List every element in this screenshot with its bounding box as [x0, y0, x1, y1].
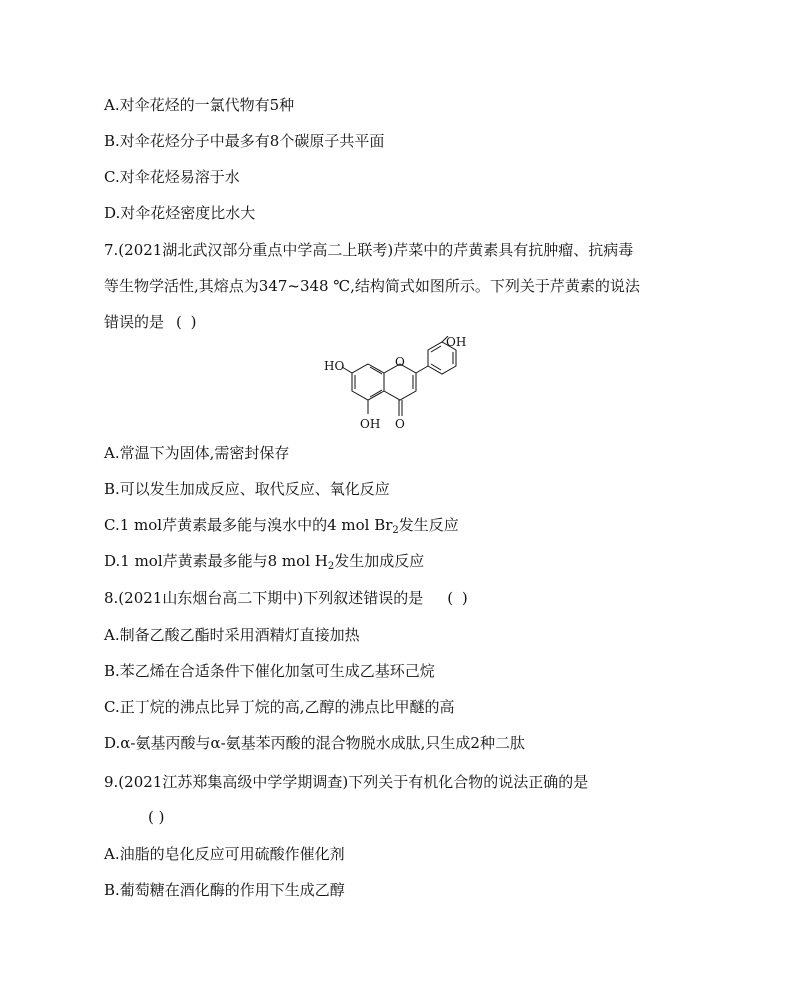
q6-option-a: A.对伞花烃的一氯代物有5种 [104, 96, 295, 114]
q7-option-d-subscript: 2 [327, 561, 335, 572]
ring-c [384, 364, 416, 400]
label-oh-bottom: OH [360, 417, 381, 431]
q8-stem [104, 588, 470, 608]
label-o-ring: O [395, 355, 405, 369]
q8-stem-text: 8.(2021山东烟台高二下期中)下列叙述错误的是 [104, 589, 424, 607]
q9-stem: 9.(2021江苏郑集高级中学学期调查)下列关于有机化合物的说法正确的是 [104, 773, 589, 791]
q8-option-d: D.α-氨基丙酸与α-氨基苯丙酸的混合物脱水成肽,只生成2种二肽 [104, 734, 525, 752]
q8-answer-paren: ( ) [447, 589, 470, 607]
q8-option-b: B.苯乙烯在合适条件下催化加氢可生成乙基环己烷 [104, 662, 435, 680]
q9-option-a: A.油脂的皂化反应可用硫酸作催化剂 [104, 845, 345, 863]
q6-option-b: B.对伞花烃分子中最多有8个碳原子共平面 [104, 132, 385, 150]
q7-option-c-subscript: 2 [392, 525, 399, 536]
q7-stem-line3 [104, 312, 199, 332]
q7-option-d-tail: 发生加成反应 [334, 552, 425, 570]
q7-option-d-text: D.1 mol芹黄素最多能与8 mol H [104, 552, 328, 570]
label-ho-left: HO [324, 359, 345, 373]
apigenin-structure-diagram [320, 336, 480, 436]
q7-option-d [104, 551, 424, 571]
q7-option-c [104, 515, 459, 535]
q7-stem-line1: 7.(2021湖北武汉部分重点中学高二上联考)芹菜中的芹黄素具有抗肿瘤、抗病毒 [104, 241, 634, 259]
q7-stem-text: 错误的是 [104, 313, 165, 331]
q7-stem-line2: 等生物学活性,其熔点为347~348 ℃,结构简式如图所示。下列关于芹黄素的说法 [104, 277, 640, 295]
q8-option-a: A.制备乙酸乙酯时采用酒精灯直接加热 [104, 626, 360, 644]
label-o-carbonyl: O [395, 417, 405, 431]
q7-answer-paren: ( ) [176, 313, 199, 331]
ring-a [352, 364, 384, 400]
q7-option-c-text: C.1 mol芹黄素最多能与溴水中的4 mol Br [104, 516, 393, 534]
q8-option-c: C.正丁烷的沸点比异丁烷的高,乙醇的沸点比甲醚的高 [104, 698, 455, 716]
q7-option-b: B.可以发生加成反应、取代反应、氧化反应 [104, 480, 390, 498]
q7-option-a: A.常温下为固体,需密封保存 [104, 444, 290, 462]
q6-option-d: D.对伞花烃密度比水大 [104, 204, 256, 222]
q9-answer-paren: ( ) [148, 808, 165, 826]
q9-option-b: B.葡萄糖在酒化酶的作用下生成乙醇 [104, 881, 345, 899]
structure-bonds [342, 336, 456, 416]
q7-option-c-tail: 发生反应 [398, 516, 459, 534]
label-oh-top: OH [446, 336, 467, 349]
q6-option-c: C.对伞花烃易溶于水 [104, 168, 240, 186]
